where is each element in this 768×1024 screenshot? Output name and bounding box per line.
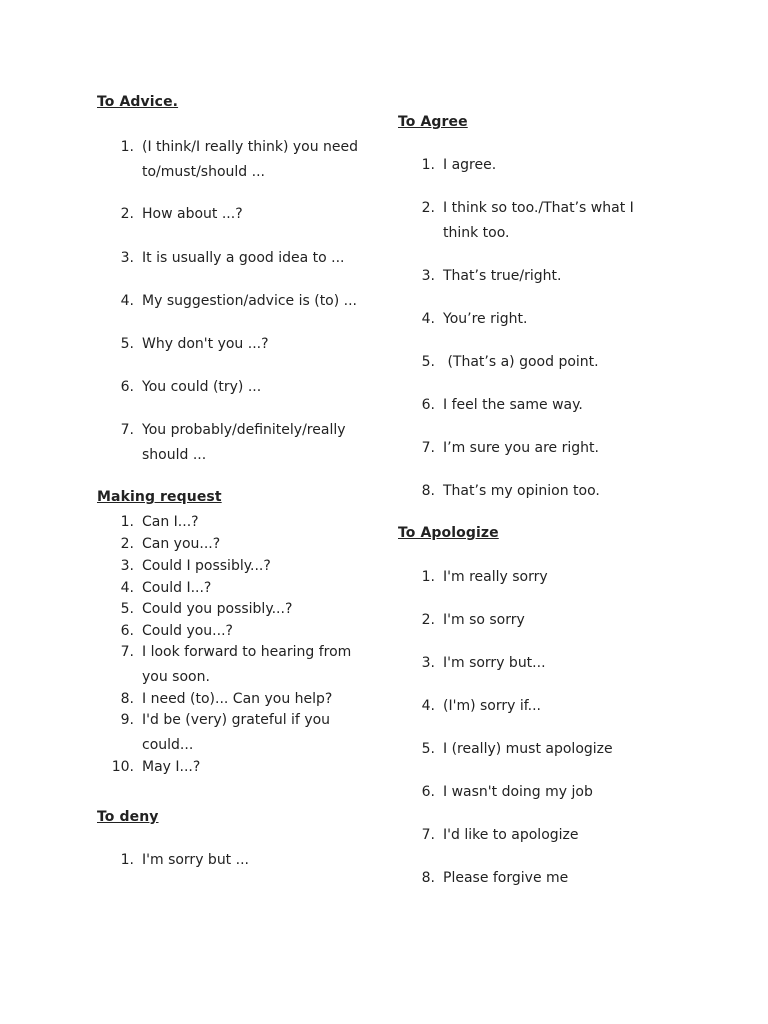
item-number: 8. — [421, 483, 435, 499]
item-number: 5. — [421, 741, 435, 757]
item-number: 2. — [120, 206, 134, 222]
item-number: 6. — [120, 379, 134, 395]
item-text: Can you...? — [142, 536, 221, 552]
item-number: 2. — [421, 612, 435, 628]
item-text: (I'm) sorry if... — [443, 698, 541, 714]
item-number: 3. — [120, 250, 134, 266]
item-number: 2. — [120, 536, 134, 552]
item-text: You probably/definitely/really — [142, 422, 346, 438]
item-text: I need (to)... Can you help? — [142, 691, 333, 707]
item-text: Could you possibly...? — [142, 601, 293, 617]
item-number: 6. — [421, 397, 435, 413]
item-text: I feel the same way. — [443, 397, 583, 413]
item-text: I wasn't doing my job — [443, 784, 593, 800]
item-number: 3. — [120, 558, 134, 574]
item-text: I'd like to apologize — [443, 827, 579, 843]
item-text: Please forgive me — [443, 870, 569, 886]
item-number: 6. — [421, 784, 435, 800]
item-text: you soon. — [142, 669, 210, 685]
item-number: 4. — [120, 580, 134, 596]
item-number: 2. — [421, 200, 435, 216]
item-number: 4. — [421, 311, 435, 327]
item-number: 7. — [421, 827, 435, 843]
item-number: 7. — [120, 644, 134, 660]
item-text: I think so too./That’s what I — [443, 200, 634, 216]
item-text: You’re right. — [443, 311, 528, 327]
item-number: 4. — [120, 293, 134, 309]
heading-making-request: Making request — [97, 489, 222, 505]
item-text: I'm really sorry — [443, 569, 548, 585]
item-text: I'd be (very) grateful if you — [142, 712, 331, 728]
item-number: 1. — [120, 139, 134, 155]
item-number: 3. — [421, 268, 435, 284]
item-text: Could I possibly...? — [142, 558, 271, 574]
item-text: I’m sure you are right. — [443, 440, 599, 456]
item-number: 1. — [421, 569, 435, 585]
item-number: 4. — [421, 698, 435, 714]
item-text: (That’s a) good point. — [443, 354, 599, 370]
item-text: I'm sorry but... — [443, 655, 546, 671]
heading-to-apologize: To Apologize — [398, 525, 499, 541]
item-number: 5. — [421, 354, 435, 370]
item-text: It is usually a good idea to ... — [142, 250, 345, 266]
item-number: 5. — [120, 336, 134, 352]
item-number: 9. — [120, 712, 134, 728]
item-number: 3. — [421, 655, 435, 671]
item-text: Why don't you ...? — [142, 336, 269, 352]
item-text: think too. — [443, 225, 510, 241]
item-number: 7. — [421, 440, 435, 456]
item-text: I look forward to hearing from — [142, 644, 352, 660]
item-text: You could (try) ... — [142, 379, 262, 395]
item-text: May I...? — [142, 759, 201, 775]
item-number: 7. — [120, 422, 134, 438]
item-text: I agree. — [443, 157, 497, 173]
item-text: Could you...? — [142, 623, 233, 639]
item-text: How about ...? — [142, 206, 243, 222]
item-text: to/must/should ... — [142, 164, 265, 180]
item-text: Can I...? — [142, 514, 199, 530]
item-text: That’s true/right. — [443, 268, 562, 284]
heading-to-agree: To Agree — [398, 114, 468, 130]
item-text: My suggestion/advice is (to) ... — [142, 293, 358, 309]
item-number: 8. — [120, 691, 134, 707]
item-text: I (really) must apologize — [443, 741, 613, 757]
item-number: 6. — [120, 623, 134, 639]
item-number: 1. — [120, 852, 134, 868]
item-text: (I think/I really think) you need — [142, 139, 359, 155]
item-text: I'm so sorry — [443, 612, 525, 628]
heading-to-deny: To deny — [97, 809, 159, 825]
item-text: That’s my opinion too. — [443, 483, 600, 499]
item-text: could... — [142, 737, 194, 753]
item-text: I'm sorry but ... — [142, 852, 249, 868]
item-number: 1. — [120, 514, 134, 530]
item-text: Could I...? — [142, 580, 212, 596]
item-number: 10. — [111, 759, 134, 775]
heading-advice: To Advice. — [97, 94, 179, 110]
item-number: 8. — [421, 870, 435, 886]
item-text: should ... — [142, 447, 207, 463]
item-number: 1. — [421, 157, 435, 173]
item-number: 5. — [120, 601, 134, 617]
